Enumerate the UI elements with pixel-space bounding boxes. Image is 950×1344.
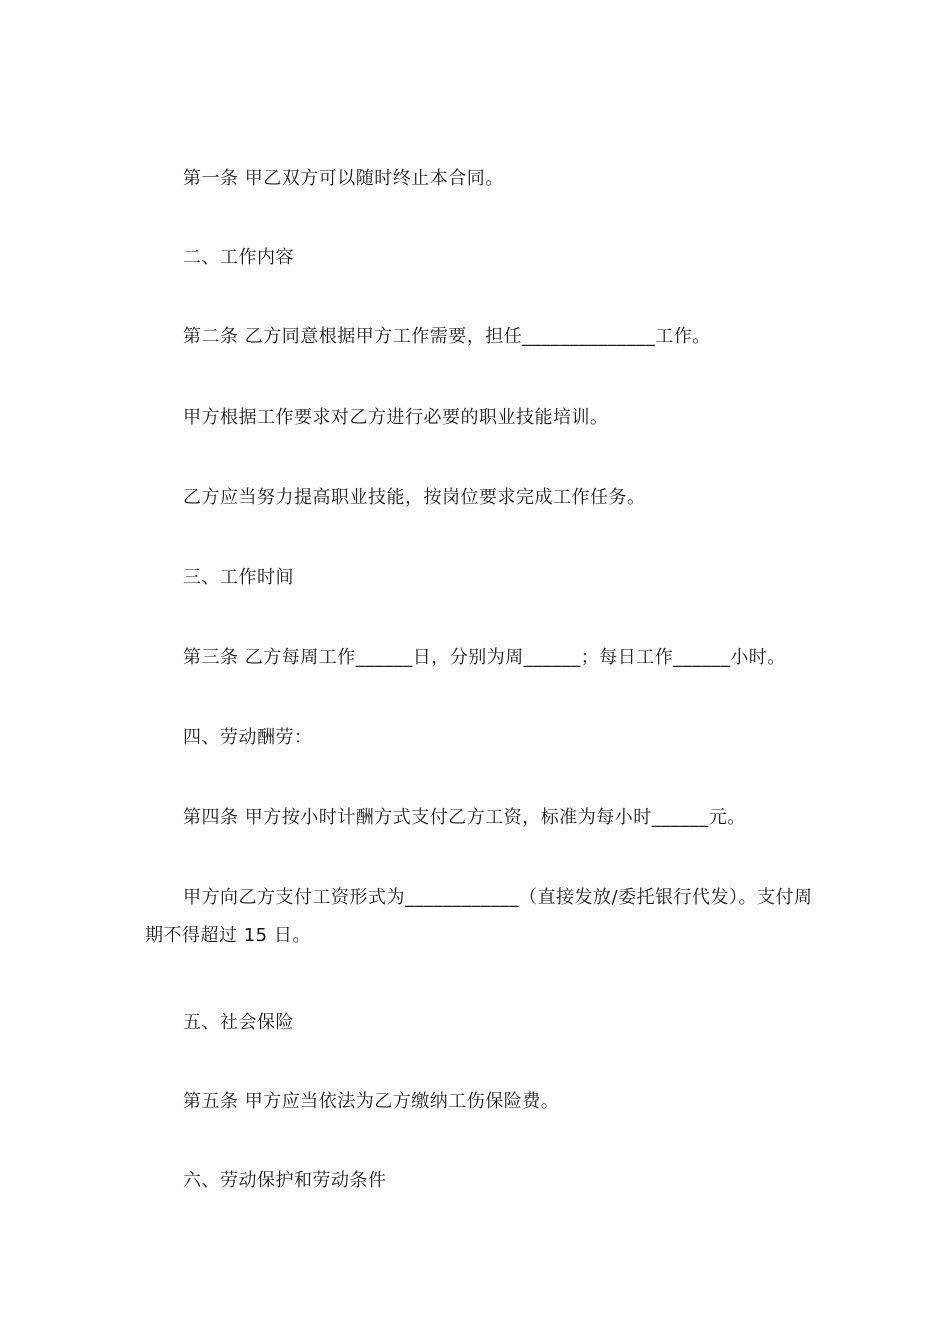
article-4-paragraph: 第四条 甲方按小时计酬方式支付乙方工资，标准为每小时______元。 <box>183 807 746 828</box>
article-2-paragraph: 第二条 乙方同意根据甲方工作需要，担任______________工作。 <box>183 326 711 347</box>
article-3-paragraph: 第三条 乙方每周工作______日，分别为周______；每日工作______小时。 <box>183 647 786 668</box>
section-heading-work-time: 三、工作时间 <box>183 567 294 588</box>
section-heading-labor-protection: 六、劳动保护和劳动条件 <box>183 1170 387 1191</box>
section-heading-social-insurance: 五、社会保险 <box>183 1012 294 1033</box>
article-1-paragraph: 第一条 甲乙双方可以随时终止本合同。 <box>183 168 504 189</box>
training-paragraph: 甲方根据工作要求对乙方进行必要的职业技能培训。 <box>183 407 609 428</box>
payment-form-paragraph: 甲方向乙方支付工资形式为____________（直接发放/委托银行代发）。支付周期不得超过 15 日。 <box>145 887 813 946</box>
article-5-paragraph: 第五条 甲方应当依法为乙方缴纳工伤保险费。 <box>183 1091 560 1112</box>
skills-paragraph: 乙方应当努力提高职业技能，按岗位要求完成工作任务。 <box>183 487 646 508</box>
section-heading-remuneration: 四、劳动酬劳： <box>183 727 313 748</box>
section-heading-work-content: 二、工作内容 <box>183 247 294 268</box>
